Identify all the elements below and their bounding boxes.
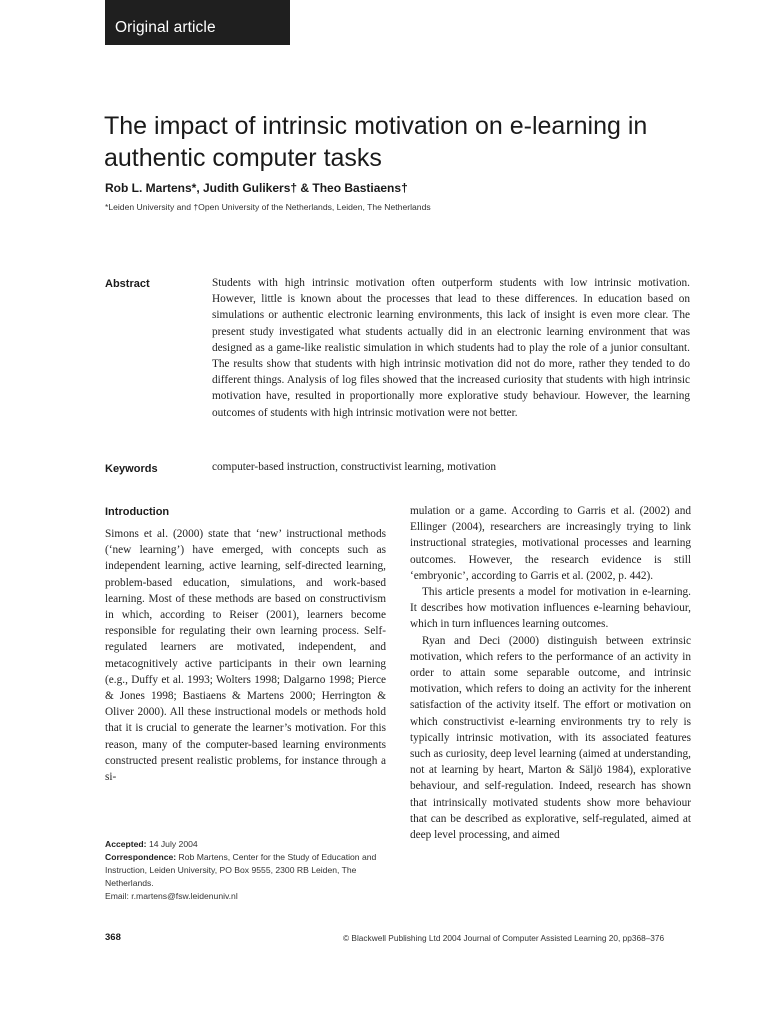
article-title: The impact of intrinsic motivation on e-learning in authentic computer tasks bbox=[104, 112, 648, 172]
body-column-left bbox=[105, 526, 386, 785]
correspondence-email: Email: r.martens@fsw.leidenuniv.nl bbox=[105, 891, 238, 901]
correspondence-address: Rob Martens, Center for the Study of Education and Instruction, Leiden University, PO Box 9555, 2300 RB Leiden, The Netherlands. bbox=[105, 852, 377, 888]
abstract-text: Students with high intrinsic motivation often outperform students with low intrinsic motivation. However, little is known about the processes that lead to these differences. In education based on simulations or authentic electronic learning environments, this lack of insight is even more clear. The present study investigated what students actually did in an electronic learning environment that was designed as a game-like realistic simulation in which students had to play the role of a junior consultant. The results show that students with high intrinsic motivation did not do more, rather they tended to do different things. Analysis of log files showed that the increased curiosity that students with high intrinsic motivation have, resulted in proportionally more explorative study behaviour. However, the learning outcomes of students with high intrinsic motivation were not better. bbox=[212, 277, 690, 419]
correspondence-line bbox=[105, 851, 390, 890]
body-paragraph: mulation or a game. According to Garris et al. (2002) and Ellinger (2004), researchers are increasingly trying to link instructional strategies, motivational processes and learning outcomes. However, the research evidence is still ‘embryonic’, according to Garris et al. (2002, p. 442). bbox=[410, 505, 691, 582]
body-paragraph: Ryan and Deci (2000) distinguish between extrinsic motivation, which refers to the performance of an activity in order to attain some separable outcome, and intrinsic motivation, which refers to doing an activity for the inherent satisfaction of the activity itself. The effort or motivation on which constructivist e-learning environments try to rely is typically intrinsic motivation, with its associated features such as curiosity, deep level learning (aimed at understanding, not at learning by heart, Marton & Säljö 1984), explorative behaviour, and self-regulation. Indeed, research has shown that intrinsically motivated students show more behaviour that can be described as explorative, self-regulated, aimed at deep level processing, and aimed bbox=[410, 634, 691, 842]
accepted-line bbox=[105, 838, 390, 851]
author-list: Rob L. Martens*, Judith Gulikers† & Theo Bastiaens† bbox=[105, 181, 408, 195]
article-footnote bbox=[105, 838, 390, 903]
keywords-text: computer-based instruction, constructivist learning, motivation bbox=[212, 461, 497, 473]
accepted-label: Accepted: bbox=[105, 839, 147, 849]
keywords-label: Keywords bbox=[105, 463, 158, 475]
article-type-banner bbox=[105, 0, 290, 45]
journal-citation: © Blackwell Publishing Ltd 2004 Journal of Computer Assisted Learning 20, pp368–376 bbox=[343, 933, 665, 943]
body-paragraph: Simons et al. (2000) state that ‘new’ instructional methods (‘new learning’) have emerged, with concepts such as independent learning, active learning, self-directed learning, problem-based education, simulations, and work-based learning. Most of these methods are based on constructivism in which, according to Reiser (2001), learners become responsible for regulating their own learning process. Self-regulated learners are motivated, independent, and metacognitively active participants in their own learning (e.g., Duffy et al. 1993; Wolters 1998; Dalgarno 1998; Pierce & Jones 1998; Bastiaens & Martens 2000; Herrington & Oliver 2000). All these instructional models or methods hold that it is crucial to generate the learner’s motivation. For this reason, many of the computer-based learning environments constructed present realistic problems, for instance through a si- bbox=[105, 528, 386, 784]
body-paragraph: This article presents a model for motivation in e-learning. It describes how motivation influences e-learning behaviour, which in turn influences learning outcomes. bbox=[410, 586, 691, 631]
article-type-label: Original article bbox=[115, 19, 216, 36]
page-number: 368 bbox=[105, 932, 121, 943]
accepted-date: 14 July 2004 bbox=[148, 839, 198, 849]
section-heading-introduction: Introduction bbox=[105, 506, 170, 518]
author-affiliation: *Leiden University and †Open University of the Netherlands, Leiden, The Netherlands bbox=[105, 202, 431, 212]
body-column-right bbox=[410, 503, 691, 843]
abstract-label: Abstract bbox=[105, 278, 150, 290]
correspondence-label: Correspondence: bbox=[105, 852, 177, 862]
